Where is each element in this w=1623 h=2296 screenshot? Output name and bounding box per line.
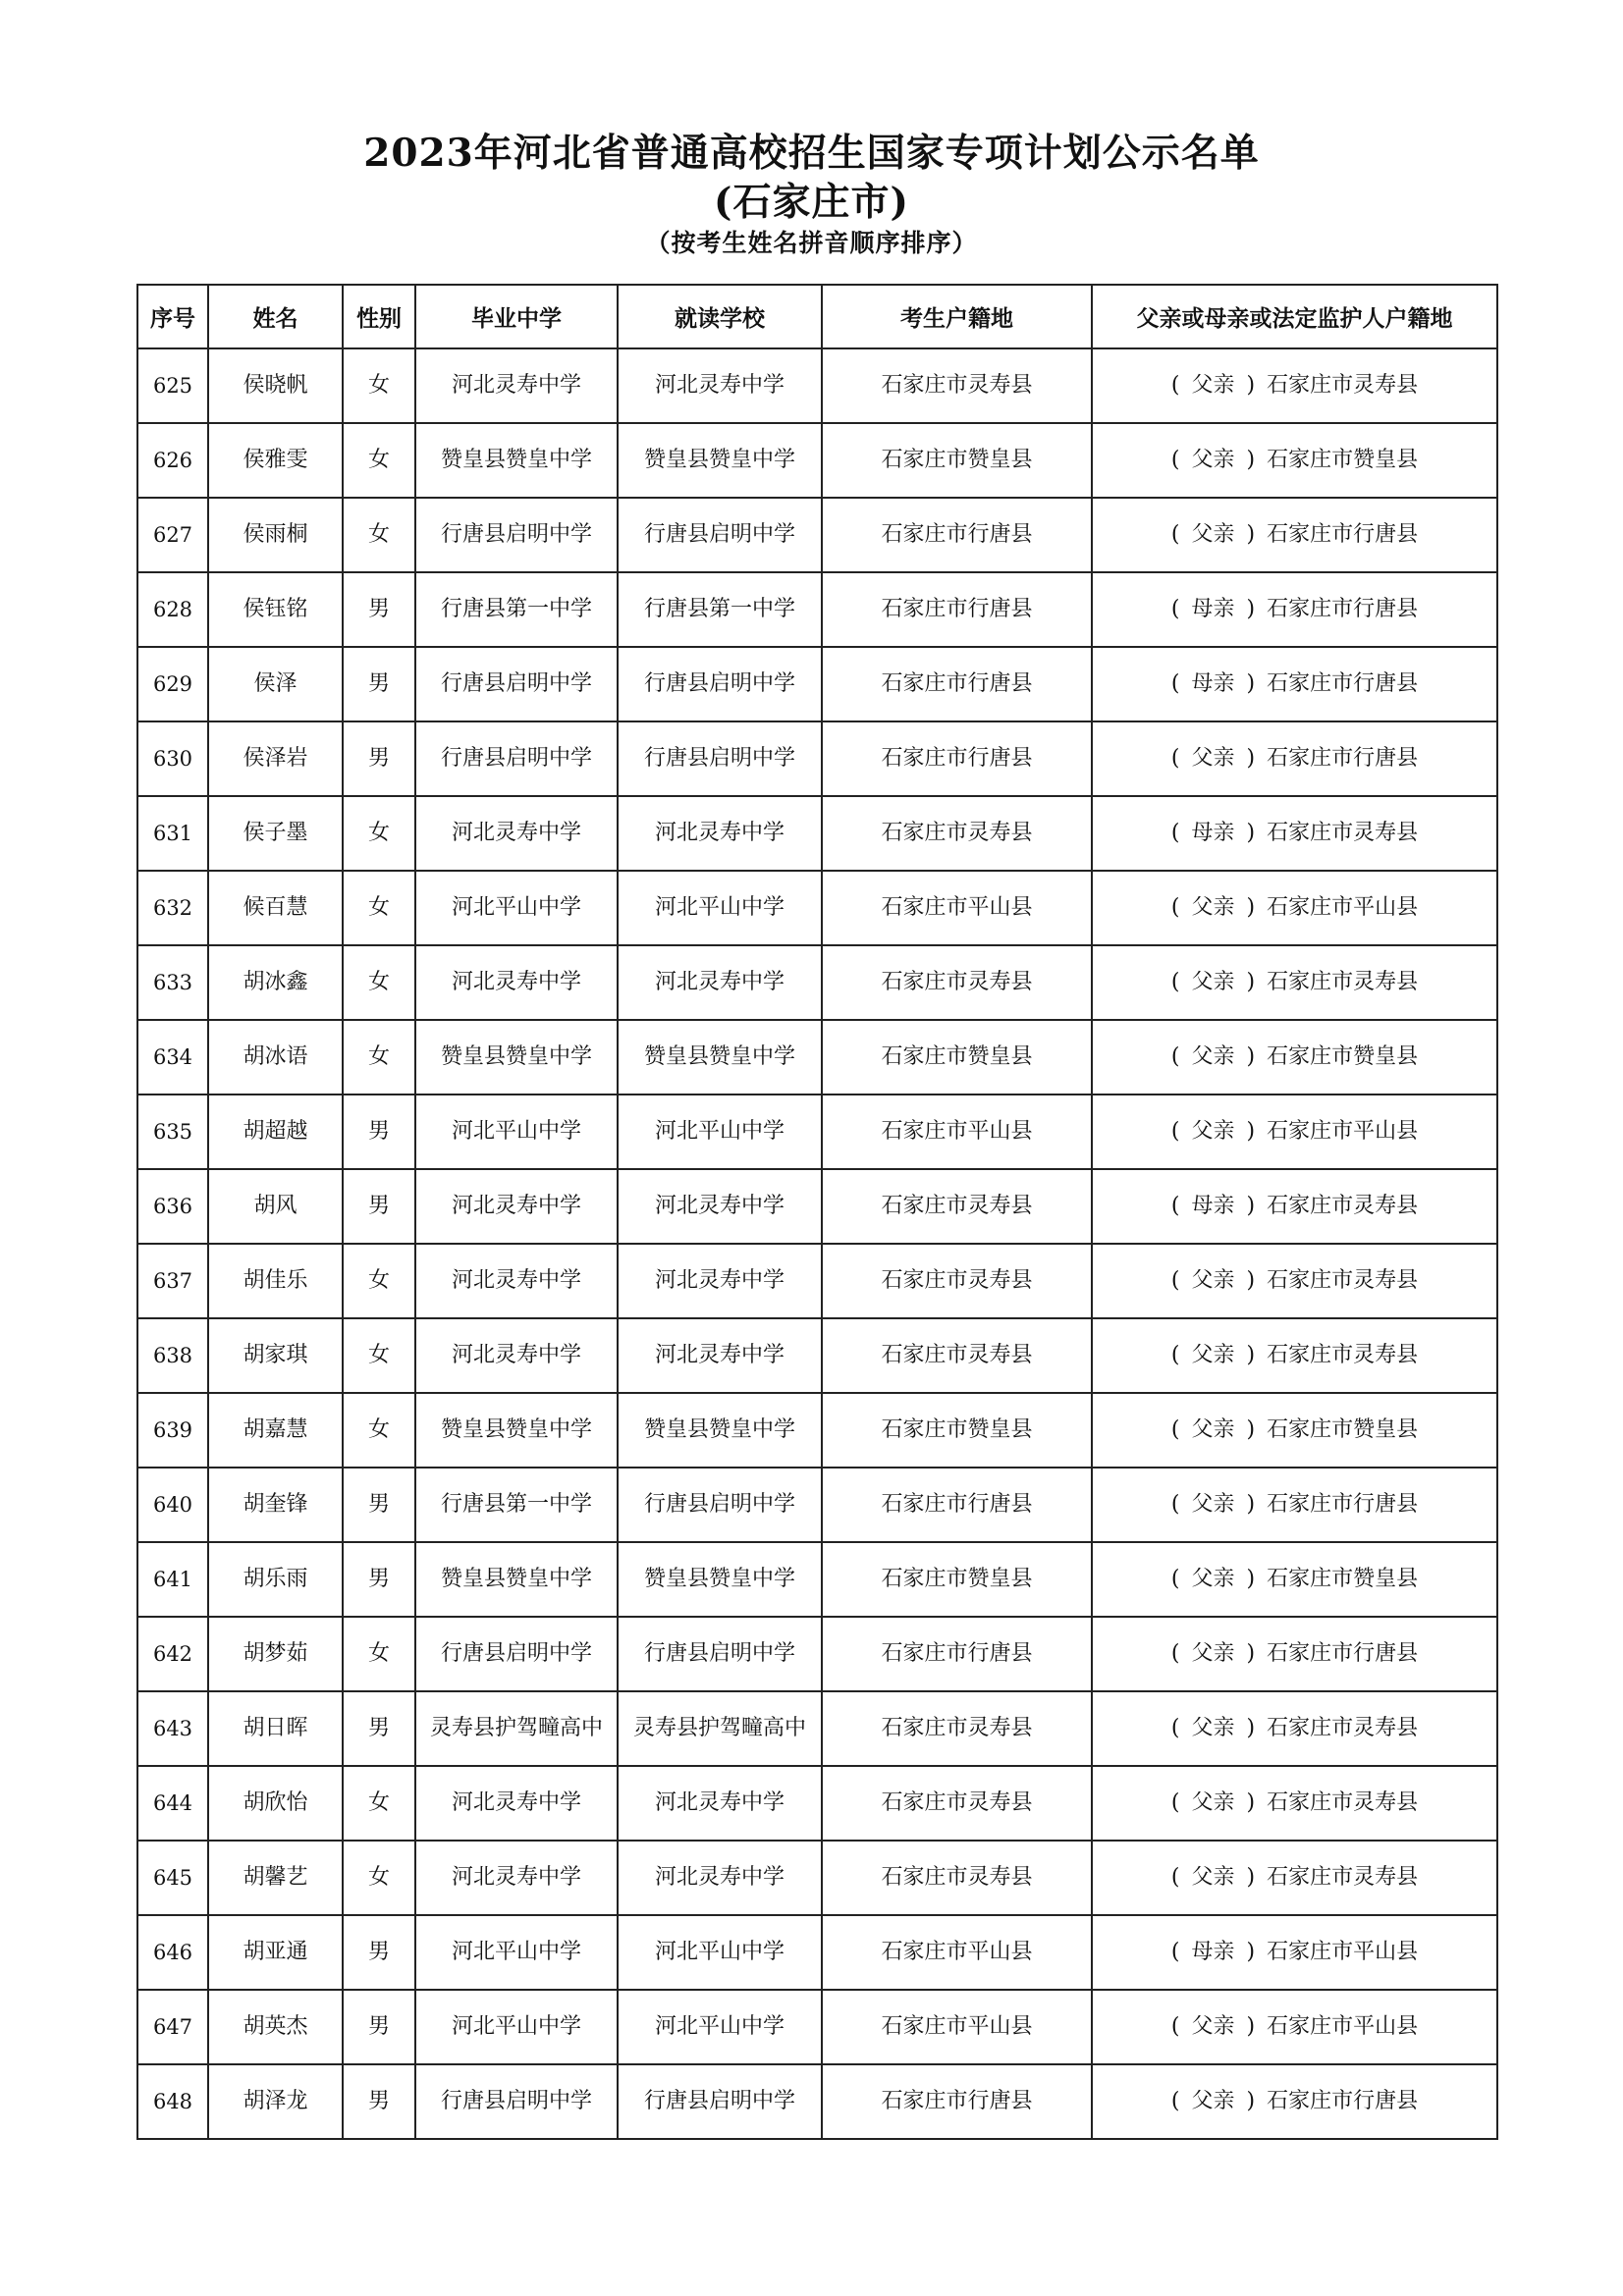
seq-cell: 639: [137, 1393, 208, 1468]
guardian-domicile: 石家庄市灵寿县: [1267, 1865, 1419, 1890]
guardian-domicile: 石家庄市灵寿县: [1267, 1790, 1419, 1815]
gender-cell: 男: [343, 721, 415, 796]
grad-school-cell: 行唐县启明中学: [415, 1617, 618, 1691]
table-row: [137, 1393, 1497, 1468]
current-school-cell: 河北灵寿中学: [618, 1766, 822, 1841]
current-school-cell: 河北平山中学: [618, 1915, 822, 1990]
guardian-domicile-cell: ( 父亲 ) 石家庄市灵寿县: [1092, 348, 1497, 423]
guardian-relation: 父亲: [1191, 1343, 1235, 1367]
current-school-cell: 河北灵寿中学: [618, 945, 822, 1020]
gender-cell: 女: [343, 1841, 415, 1915]
guardian-relation: 父亲: [1191, 448, 1235, 472]
guardian-domicile: 石家庄市灵寿县: [1267, 1343, 1419, 1367]
seq-cell: 633: [137, 945, 208, 1020]
table-row: [137, 498, 1497, 572]
current-school-cell: 赞皇县赞皇中学: [618, 1542, 822, 1617]
seq-cell: 648: [137, 2064, 208, 2139]
name-cell: 胡乐雨: [208, 1542, 343, 1617]
gender-cell: 女: [343, 1244, 415, 1318]
guardian-domicile: 石家庄市赞皇县: [1267, 1044, 1419, 1069]
name-cell: 胡风: [208, 1169, 343, 1244]
guardian-relation: 父亲: [1191, 1119, 1235, 1144]
table-row: [137, 1841, 1497, 1915]
domicile-cell: 石家庄市平山县: [822, 1990, 1092, 2064]
current-school-cell: 河北灵寿中学: [618, 796, 822, 871]
table-row: [137, 1766, 1497, 1841]
seq-cell: 647: [137, 1990, 208, 2064]
domicile-cell: 石家庄市灵寿县: [822, 945, 1092, 1020]
guardian-domicile-cell: ( 母亲 ) 石家庄市平山县: [1092, 1915, 1497, 1990]
guardian-domicile-cell: ( 父亲 ) 石家庄市赞皇县: [1092, 423, 1497, 498]
name-cell: 胡家琪: [208, 1318, 343, 1393]
gender-cell: 男: [343, 647, 415, 721]
column-header-current-school: 就读学校: [618, 285, 822, 348]
name-cell: 胡欣怡: [208, 1766, 343, 1841]
domicile-cell: 石家庄市赞皇县: [822, 1393, 1092, 1468]
guardian-relation: 母亲: [1191, 1940, 1235, 1964]
domicile-cell: 石家庄市灵寿县: [822, 1841, 1092, 1915]
domicile-cell: 石家庄市行唐县: [822, 2064, 1092, 2139]
guardian-domicile-cell: ( 父亲 ) 石家庄市赞皇县: [1092, 1020, 1497, 1095]
guardian-relation: 父亲: [1191, 2089, 1235, 2113]
guardian-relation: 父亲: [1191, 522, 1235, 547]
current-school-cell: 灵寿县护驾疃高中: [618, 1691, 822, 1766]
seq-cell: 627: [137, 498, 208, 572]
domicile-cell: 石家庄市行唐县: [822, 572, 1092, 647]
guardian-domicile-cell: ( 父亲 ) 石家庄市灵寿县: [1092, 1841, 1497, 1915]
grad-school-cell: 河北灵寿中学: [415, 348, 618, 423]
guardian-domicile: 石家庄市行唐县: [1267, 1641, 1419, 1666]
guardian-relation: 父亲: [1191, 1641, 1235, 1666]
guardian-relation: 父亲: [1191, 1492, 1235, 1517]
name-cell: 胡泽龙: [208, 2064, 343, 2139]
name-cell: 胡冰语: [208, 1020, 343, 1095]
seq-cell: 645: [137, 1841, 208, 1915]
column-header-domicile: 考生户籍地: [822, 285, 1092, 348]
domicile-cell: 石家庄市灵寿县: [822, 1318, 1092, 1393]
guardian-domicile-cell: ( 父亲 ) 石家庄市平山县: [1092, 1095, 1497, 1169]
guardian-domicile-cell: ( 父亲 ) 石家庄市行唐县: [1092, 721, 1497, 796]
guardian-relation: 父亲: [1191, 1417, 1235, 1442]
name-cell: 胡冰鑫: [208, 945, 343, 1020]
grad-school-cell: 行唐县启明中学: [415, 721, 618, 796]
domicile-cell: 石家庄市赞皇县: [822, 1542, 1092, 1617]
table-row: [137, 1617, 1497, 1691]
guardian-domicile: 石家庄市行唐县: [1267, 2089, 1419, 2113]
domicile-cell: 石家庄市灵寿县: [822, 1169, 1092, 1244]
guardian-domicile: 石家庄市平山县: [1267, 1940, 1419, 1964]
page-subtitle: (石家庄市): [714, 180, 909, 225]
current-school-cell: 行唐县启明中学: [618, 1468, 822, 1542]
table-row: [137, 1169, 1497, 1244]
seq-cell: 634: [137, 1020, 208, 1095]
guardian-domicile-cell: ( 父亲 ) 石家庄市行唐县: [1092, 1468, 1497, 1542]
gender-cell: 男: [343, 1915, 415, 1990]
gender-cell: 男: [343, 1095, 415, 1169]
page-title: 2023年河北省普通高校招生国家专项计划公示名单: [363, 131, 1260, 176]
grad-school-cell: 河北灵寿中学: [415, 796, 618, 871]
guardian-domicile: 石家庄市赞皇县: [1267, 1567, 1419, 1591]
name-cell: 侯钰铭: [208, 572, 343, 647]
table-row: [137, 871, 1497, 945]
table-row: [137, 1691, 1497, 1766]
guardian-relation: 父亲: [1191, 1790, 1235, 1815]
gender-cell: 女: [343, 871, 415, 945]
domicile-cell: 石家庄市行唐县: [822, 647, 1092, 721]
guardian-domicile-cell: ( 父亲 ) 石家庄市赞皇县: [1092, 1542, 1497, 1617]
guardian-domicile: 石家庄市行唐县: [1267, 597, 1419, 621]
name-cell: 侯雨桐: [208, 498, 343, 572]
guardian-domicile-cell: ( 父亲 ) 石家庄市灵寿县: [1092, 1691, 1497, 1766]
grad-school-cell: 河北平山中学: [415, 1095, 618, 1169]
guardian-domicile: 石家庄市行唐县: [1267, 671, 1419, 696]
table-row: [137, 2064, 1497, 2139]
guardian-domicile-cell: ( 母亲 ) 石家庄市灵寿县: [1092, 796, 1497, 871]
guardian-domicile: 石家庄市赞皇县: [1267, 1417, 1419, 1442]
current-school-cell: 行唐县第一中学: [618, 572, 822, 647]
current-school-cell: 行唐县启明中学: [618, 2064, 822, 2139]
current-school-cell: 行唐县启明中学: [618, 647, 822, 721]
name-cell: 胡嘉慧: [208, 1393, 343, 1468]
guardian-domicile: 石家庄市灵寿县: [1267, 1194, 1419, 1218]
gender-cell: 男: [343, 2064, 415, 2139]
gender-cell: 女: [343, 1393, 415, 1468]
guardian-domicile-cell: ( 母亲 ) 石家庄市行唐县: [1092, 572, 1497, 647]
name-cell: 侯子墨: [208, 796, 343, 871]
name-cell: 侯泽岩: [208, 721, 343, 796]
seq-cell: 641: [137, 1542, 208, 1617]
grad-school-cell: 赞皇县赞皇中学: [415, 1020, 618, 1095]
table-row: [137, 721, 1497, 796]
current-school-cell: 行唐县启明中学: [618, 721, 822, 796]
guardian-domicile: 石家庄市赞皇县: [1267, 448, 1419, 472]
gender-cell: 男: [343, 1542, 415, 1617]
seq-cell: 646: [137, 1915, 208, 1990]
gender-cell: 女: [343, 348, 415, 423]
domicile-cell: 石家庄市赞皇县: [822, 423, 1092, 498]
guardian-domicile-cell: ( 父亲 ) 石家庄市灵寿县: [1092, 1318, 1497, 1393]
current-school-cell: 河北平山中学: [618, 871, 822, 945]
domicile-cell: 石家庄市行唐县: [822, 721, 1092, 796]
guardian-domicile-cell: ( 父亲 ) 石家庄市赞皇县: [1092, 1393, 1497, 1468]
guardian-relation: 父亲: [1191, 373, 1235, 398]
grad-school-cell: 赞皇县赞皇中学: [415, 1393, 618, 1468]
domicile-cell: 石家庄市行唐县: [822, 498, 1092, 572]
current-school-cell: 河北平山中学: [618, 1095, 822, 1169]
guardian-domicile-cell: ( 父亲 ) 石家庄市行唐县: [1092, 498, 1497, 572]
table-row: [137, 1095, 1497, 1169]
grad-school-cell: 河北灵寿中学: [415, 1244, 618, 1318]
name-cell: 胡梦茹: [208, 1617, 343, 1691]
table-row: [137, 647, 1497, 721]
guardian-relation: 母亲: [1191, 1194, 1235, 1218]
name-cell: 侯晓帆: [208, 348, 343, 423]
guardian-domicile: 石家庄市平山县: [1267, 2014, 1419, 2039]
current-school-cell: 河北灵寿中学: [618, 1841, 822, 1915]
grad-school-cell: 河北平山中学: [415, 1915, 618, 1990]
guardian-domicile-cell: ( 父亲 ) 石家庄市平山县: [1092, 871, 1497, 945]
sort-note: （按考生姓名拼音顺序排序）: [645, 229, 978, 257]
seq-cell: 632: [137, 871, 208, 945]
gender-cell: 男: [343, 572, 415, 647]
column-header-gender: 性别: [343, 285, 415, 348]
domicile-cell: 石家庄市灵寿县: [822, 796, 1092, 871]
seq-cell: 631: [137, 796, 208, 871]
current-school-cell: 河北灵寿中学: [618, 1318, 822, 1393]
name-cell: 胡奎锋: [208, 1468, 343, 1542]
guardian-relation: 父亲: [1191, 1865, 1235, 1890]
header-row: [137, 285, 1497, 348]
guardian-domicile: 石家庄市灵寿县: [1267, 1716, 1419, 1740]
grad-school-cell: 行唐县启明中学: [415, 647, 618, 721]
table-row: [137, 1542, 1497, 1617]
column-header-name: 姓名: [208, 285, 343, 348]
guardian-domicile: 石家庄市灵寿县: [1267, 821, 1419, 845]
name-cell: 胡超越: [208, 1095, 343, 1169]
guardian-domicile-cell: ( 母亲 ) 石家庄市行唐县: [1092, 647, 1497, 721]
seq-cell: 640: [137, 1468, 208, 1542]
domicile-cell: 石家庄市平山县: [822, 1915, 1092, 1990]
current-school-cell: 赞皇县赞皇中学: [618, 1020, 822, 1095]
grad-school-cell: 赞皇县赞皇中学: [415, 423, 618, 498]
gender-cell: 女: [343, 1020, 415, 1095]
guardian-relation: 母亲: [1191, 597, 1235, 621]
name-cell: 胡英杰: [208, 1990, 343, 2064]
column-header-grad-school: 毕业中学: [415, 285, 618, 348]
seq-cell: 628: [137, 572, 208, 647]
table-body: [137, 348, 1497, 2139]
seq-cell: 636: [137, 1169, 208, 1244]
gender-cell: 男: [343, 1169, 415, 1244]
seq-cell: 625: [137, 348, 208, 423]
gender-cell: 女: [343, 1617, 415, 1691]
column-header-guardian-domicile: 父亲或母亲或法定监护人户籍地: [1092, 285, 1497, 348]
guardian-domicile-cell: ( 父亲 ) 石家庄市行唐县: [1092, 2064, 1497, 2139]
grad-school-cell: 河北灵寿中学: [415, 945, 618, 1020]
grad-school-cell: 行唐县启明中学: [415, 498, 618, 572]
guardian-domicile: 石家庄市灵寿县: [1267, 970, 1419, 994]
grad-school-cell: 行唐县启明中学: [415, 2064, 618, 2139]
name-cell: 侯雅雯: [208, 423, 343, 498]
grad-school-cell: 河北平山中学: [415, 1990, 618, 2064]
grad-school-cell: 行唐县第一中学: [415, 572, 618, 647]
grad-school-cell: 赞皇县赞皇中学: [415, 1542, 618, 1617]
seq-cell: 643: [137, 1691, 208, 1766]
column-header-seq: 序号: [137, 285, 208, 348]
domicile-cell: 石家庄市行唐县: [822, 1468, 1092, 1542]
table-row: [137, 945, 1497, 1020]
guardian-relation: 父亲: [1191, 895, 1235, 920]
seq-cell: 644: [137, 1766, 208, 1841]
gender-cell: 女: [343, 1318, 415, 1393]
roster-table: [136, 284, 1498, 2140]
guardian-domicile: 石家庄市平山县: [1267, 895, 1419, 920]
guardian-domicile-cell: ( 父亲 ) 石家庄市灵寿县: [1092, 1244, 1497, 1318]
gender-cell: 女: [343, 796, 415, 871]
grad-school-cell: 行唐县第一中学: [415, 1468, 618, 1542]
gender-cell: 女: [343, 423, 415, 498]
guardian-domicile: 石家庄市行唐县: [1267, 746, 1419, 771]
seq-cell: 637: [137, 1244, 208, 1318]
guardian-relation: 父亲: [1191, 970, 1235, 994]
seq-cell: 638: [137, 1318, 208, 1393]
domicile-cell: 石家庄市灵寿县: [822, 1691, 1092, 1766]
seq-cell: 642: [137, 1617, 208, 1691]
guardian-relation: 父亲: [1191, 1268, 1235, 1293]
guardian-domicile-cell: ( 父亲 ) 石家庄市平山县: [1092, 1990, 1497, 2064]
gender-cell: 男: [343, 1691, 415, 1766]
table-row: [137, 1020, 1497, 1095]
guardian-domicile: 石家庄市平山县: [1267, 1119, 1419, 1144]
guardian-relation: 父亲: [1191, 1716, 1235, 1740]
name-cell: 胡佳乐: [208, 1244, 343, 1318]
domicile-cell: 石家庄市灵寿县: [822, 348, 1092, 423]
table-row: [137, 796, 1497, 871]
current-school-cell: 河北平山中学: [618, 1990, 822, 2064]
name-cell: 候百慧: [208, 871, 343, 945]
gender-cell: 男: [343, 1990, 415, 2064]
name-cell: 胡馨艺: [208, 1841, 343, 1915]
table-row: [137, 572, 1497, 647]
grad-school-cell: 河北平山中学: [415, 871, 618, 945]
current-school-cell: 赞皇县赞皇中学: [618, 1393, 822, 1468]
table-row: [137, 1244, 1497, 1318]
guardian-relation: 父亲: [1191, 2014, 1235, 2039]
table-row: [137, 1318, 1497, 1393]
gender-cell: 女: [343, 498, 415, 572]
gender-cell: 女: [343, 945, 415, 1020]
current-school-cell: 河北灵寿中学: [618, 348, 822, 423]
guardian-relation: 父亲: [1191, 1567, 1235, 1591]
guardian-domicile-cell: ( 父亲 ) 石家庄市行唐县: [1092, 1617, 1497, 1691]
table-header: [137, 285, 1497, 348]
guardian-relation: 父亲: [1191, 746, 1235, 771]
domicile-cell: 石家庄市平山县: [822, 871, 1092, 945]
domicile-cell: 石家庄市行唐县: [822, 1617, 1092, 1691]
table-row: [137, 1915, 1497, 1990]
domicile-cell: 石家庄市灵寿县: [822, 1766, 1092, 1841]
table-row: [137, 1990, 1497, 2064]
seq-cell: 630: [137, 721, 208, 796]
grad-school-cell: 河北灵寿中学: [415, 1766, 618, 1841]
guardian-domicile-cell: ( 父亲 ) 石家庄市灵寿县: [1092, 945, 1497, 1020]
guardian-domicile-cell: ( 父亲 ) 石家庄市灵寿县: [1092, 1766, 1497, 1841]
domicile-cell: 石家庄市灵寿县: [822, 1244, 1092, 1318]
seq-cell: 635: [137, 1095, 208, 1169]
guardian-domicile: 石家庄市行唐县: [1267, 522, 1419, 547]
current-school-cell: 赞皇县赞皇中学: [618, 423, 822, 498]
guardian-domicile: 石家庄市灵寿县: [1267, 373, 1419, 398]
table-row: [137, 423, 1497, 498]
grad-school-cell: 灵寿县护驾疃高中: [415, 1691, 618, 1766]
gender-cell: 女: [343, 1766, 415, 1841]
name-cell: 侯泽: [208, 647, 343, 721]
guardian-domicile-cell: ( 母亲 ) 石家庄市灵寿县: [1092, 1169, 1497, 1244]
grad-school-cell: 河北灵寿中学: [415, 1318, 618, 1393]
guardian-relation: 父亲: [1191, 1044, 1235, 1069]
guardian-relation: 母亲: [1191, 821, 1235, 845]
guardian-relation: 母亲: [1191, 671, 1235, 696]
gender-cell: 男: [343, 1468, 415, 1542]
current-school-cell: 行唐县启明中学: [618, 1617, 822, 1691]
guardian-domicile: 石家庄市行唐县: [1267, 1492, 1419, 1517]
domicile-cell: 石家庄市赞皇县: [822, 1020, 1092, 1095]
current-school-cell: 河北灵寿中学: [618, 1244, 822, 1318]
seq-cell: 629: [137, 647, 208, 721]
guardian-domicile: 石家庄市灵寿县: [1267, 1268, 1419, 1293]
name-cell: 胡亚通: [208, 1915, 343, 1990]
grad-school-cell: 河北灵寿中学: [415, 1841, 618, 1915]
domicile-cell: 石家庄市平山县: [822, 1095, 1092, 1169]
name-cell: 胡日晖: [208, 1691, 343, 1766]
current-school-cell: 行唐县启明中学: [618, 498, 822, 572]
current-school-cell: 河北灵寿中学: [618, 1169, 822, 1244]
seq-cell: 626: [137, 423, 208, 498]
grad-school-cell: 河北灵寿中学: [415, 1169, 618, 1244]
table-row: [137, 348, 1497, 423]
table-row: [137, 1468, 1497, 1542]
